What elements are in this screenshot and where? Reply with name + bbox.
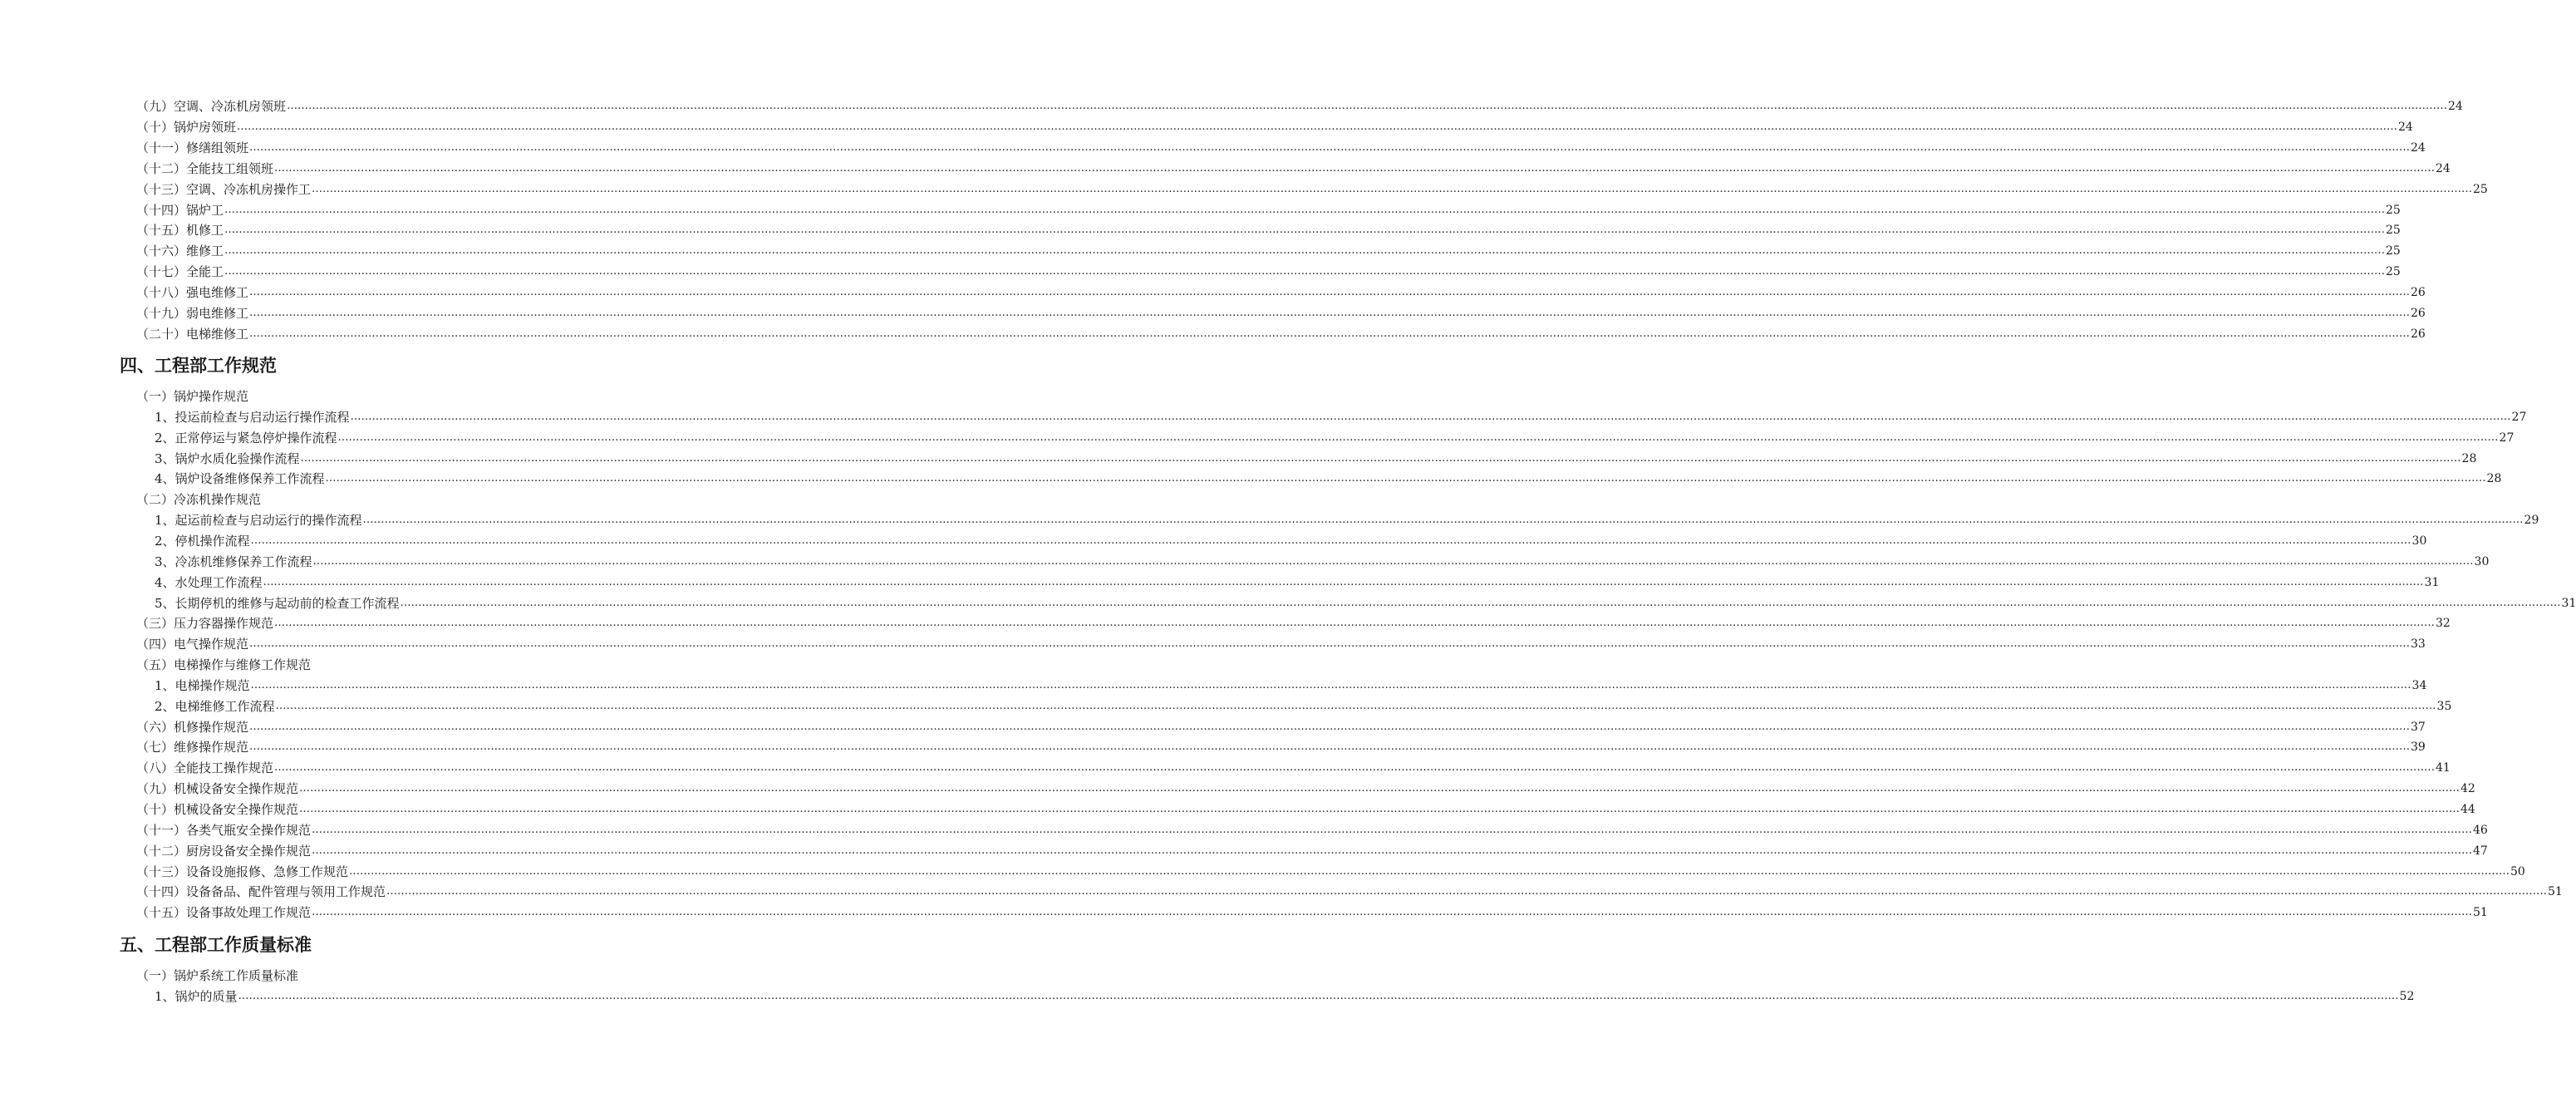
toc-page-number: 52 — [2399, 989, 2415, 1003]
toc-entry-label: 3、锅炉水质化验操作流程 — [155, 450, 300, 466]
toc-entry[interactable] — [136, 655, 311, 675]
dot-leader: …………………………………………………………………………………………………………………………………………………………………………………………………………………………………………………………………………………………………………………………………………………………………………………………………………………………………………………………………………………………………………………………………………………… — [237, 120, 2398, 133]
toc-page-number: 28 — [2486, 472, 2502, 486]
toc-entry[interactable] — [136, 180, 2488, 199]
toc-entry[interactable] — [136, 200, 2401, 220]
toc-entry-label: （十二）厨房设备安全操作规范 — [136, 843, 312, 859]
toc-entry[interactable] — [136, 96, 2463, 116]
dot-leader: …………………………………………………………………………………………………………………………………………………………………………………………………………………………………………………………………………………………………………………………………………………………………………………………………………………………………………………………………………………………………………………………………………………… — [263, 575, 2424, 588]
dot-leader: …………………………………………………………………………………………………………………………………………………………………………………………………………………………………………………………………………………………………………………………………………………………………………………………………………………………………………………………………………………………………………………………………………………… — [312, 906, 2473, 919]
toc-subentry[interactable] — [155, 428, 2515, 448]
toc-entry[interactable] — [136, 758, 2451, 778]
toc-page-number: 25 — [2386, 244, 2401, 258]
toc-entry-label: 2、正常停运与紧急停炉操作流程 — [155, 430, 337, 445]
toc-entry[interactable] — [136, 717, 2426, 737]
toc-entry-label: 1、起运前检查与启动运行的操作流程 — [155, 513, 362, 529]
toc-page-number: 28 — [2461, 451, 2477, 465]
toc-entry[interactable] — [136, 324, 2426, 344]
dot-leader: …………………………………………………………………………………………………………………………………………………………………………………………………………………………………………………………………………………………………………………………………………………………………………………………………………………………………………………………………………………………………………………………………………………… — [312, 554, 2474, 568]
toc-entry-label: （一）锅炉操作规范 — [136, 389, 249, 404]
toc-entry-label: （十五）机修工 — [136, 223, 224, 239]
toc-subentry[interactable] — [155, 510, 2539, 530]
toc-entry-label: （十三）空调、冷冻机房操作工 — [136, 181, 312, 197]
dot-leader: …………………………………………………………………………………………………………………………………………………………………………………………………………………………………………………………………………………………………………………………………………………………………………………………………………………………………………………………………………………………………………………………………………………… — [249, 741, 2411, 754]
toc-page-number: 26 — [2411, 307, 2426, 320]
dot-leader: …………………………………………………………………………………………………………………………………………………………………………………………………………………………………………………………………………………………………………………………………………………………………………………………………………………………………………………………………………………………………………………………………………………… — [224, 244, 2386, 258]
toc-entry[interactable] — [136, 779, 2475, 799]
dot-leader: …………………………………………………………………………………………………………………………………………………………………………………………………………………………………………………………………………………………………………………………………………………………………………………………………………………………………………………………………………………………………………………………………………………… — [349, 864, 2510, 878]
dot-leader: …………………………………………………………………………………………………………………………………………………………………………………………………………………………………………………………………………………………………………………………………………………………………………………………………………………………………………………………………………………………………………………………………………………… — [249, 637, 2411, 651]
dot-leader: …………………………………………………………………………………………………………………………………………………………………………………………………………………………………………………………………………………………………………………………………………………………………………………………………………………………………………………………………………………………………………………………………………………… — [300, 451, 2461, 465]
toc-page-number: 35 — [2436, 699, 2452, 713]
toc-page-number: 24 — [2411, 140, 2426, 155]
dot-leader: …………………………………………………………………………………………………………………………………………………………………………………………………………………………………………………………………………………………………………………………………………………………………………………………………………………………………………………………………………………………………………………………………………………… — [337, 431, 2499, 444]
toc-subentry[interactable] — [155, 469, 2502, 489]
toc-page-number: 27 — [2511, 410, 2527, 424]
toc-entry-label: （一）锅炉系统工作质量标准 — [136, 968, 299, 983]
toc-subentry[interactable] — [155, 987, 2415, 1006]
dot-leader: …………………………………………………………………………………………………………………………………………………………………………………………………………………………………………………………………………………………………………………………………………………………………………………………………………………………………………………………………………………………………………………………………………………… — [299, 782, 2460, 795]
toc-entry[interactable] — [136, 841, 2488, 861]
toc-entry[interactable] — [136, 117, 2413, 137]
toc-entry-label: 3、冷冻机维修保养工作流程 — [155, 554, 312, 569]
toc-page-number: 31 — [2424, 575, 2440, 589]
dot-leader: …………………………………………………………………………………………………………………………………………………………………………………………………………………………………………………………………………………………………………………………………………………………………………………………………………………………………………………………………………………………………………………………………………………… — [224, 203, 2386, 216]
toc-entry-label: （四）电气操作规范 — [136, 637, 249, 652]
toc-page-number: 24 — [2448, 100, 2463, 113]
toc-page-number: 29 — [2524, 514, 2539, 528]
dot-leader: …………………………………………………………………………………………………………………………………………………………………………………………………………………………………………………………………………………………………………………………………………………………………………………………………………………………………………………………………………………………………………………………………………………… — [249, 327, 2411, 340]
toc-page-number: 37 — [2411, 720, 2426, 734]
toc-subentry[interactable] — [155, 593, 2576, 613]
toc-entry[interactable] — [136, 386, 248, 406]
toc-entry-label: （十二）全能技工组领班 — [136, 160, 274, 176]
toc-entry-label: （九）空调、冷冻机房领班 — [136, 99, 287, 114]
toc-page-number: 26 — [2411, 327, 2426, 341]
toc-entry[interactable] — [136, 262, 2401, 282]
dot-leader: …………………………………………………………………………………………………………………………………………………………………………………………………………………………………………………………………………………………………………………………………………………………………………………………………………………………………………………………………………………………………………………………………………………… — [250, 678, 2411, 691]
dot-leader: …………………………………………………………………………………………………………………………………………………………………………………………………………………………………………………………………………………………………………………………………………………………………………………………………………………………………………………………………………………………………………………………………………………… — [274, 761, 2436, 775]
toc-entry[interactable] — [136, 241, 2401, 261]
toc-entry-label: 4、锅炉设备维修保养工作流程 — [155, 471, 325, 487]
dot-leader: …………………………………………………………………………………………………………………………………………………………………………………………………………………………………………………………………………………………………………………………………………………………………………………………………………………………………………………………………………………………………………………………………………………… — [224, 265, 2386, 278]
toc-entry[interactable] — [136, 966, 298, 986]
section-heading-5: 五、工程部工作质量标准 — [120, 935, 312, 955]
toc-entry-label: 4、水处理工作流程 — [155, 574, 263, 590]
toc-subentry[interactable] — [155, 676, 2427, 696]
toc-entry[interactable] — [136, 737, 2426, 757]
toc-entry-label: （二十）电梯维修工 — [136, 326, 249, 342]
toc-entry-label: （十七）全能工 — [136, 264, 224, 280]
dot-leader: …………………………………………………………………………………………………………………………………………………………………………………………………………………………………………………………………………………………………………………………………………………………………………………………………………………………………………………………………………………………………………………………………………………… — [224, 224, 2386, 237]
dot-leader: …………………………………………………………………………………………………………………………………………………………………………………………………………………………………………………………………………………………………………………………………………………………………………………………………………………………………………………………………………………………………………………………………………………… — [312, 844, 2473, 857]
toc-entry[interactable] — [136, 220, 2401, 240]
toc-entry[interactable] — [136, 634, 2426, 654]
toc-entry[interactable] — [136, 613, 2451, 633]
dot-leader: …………………………………………………………………………………………………………………………………………………………………………………………………………………………………………………………………………………………………………………………………………………………………………………………………………………………………………………………………………………………………………………………………………………… — [287, 100, 2448, 112]
toc-entry-label: 1、投运前检查与启动运行操作流程 — [155, 409, 350, 425]
toc-subentry[interactable] — [155, 573, 2440, 593]
toc-entry-label: 2、电梯维修工作流程 — [155, 698, 275, 714]
toc-entry[interactable] — [136, 882, 2563, 902]
toc-page-number: 25 — [2386, 224, 2401, 238]
toc-page-number: 33 — [2411, 637, 2426, 652]
toc-page-number: 30 — [2474, 554, 2490, 568]
toc-entry[interactable] — [136, 862, 2525, 882]
dot-leader: …………………………………………………………………………………………………………………………………………………………………………………………………………………………………………………………………………………………………………………………………………………………………………………………………………………………………………………………………………………………………………………………………………………… — [250, 534, 2411, 547]
toc-page-number: 25 — [2386, 203, 2401, 217]
toc-page-number: 34 — [2411, 678, 2427, 692]
toc-page-number: 31 — [2561, 596, 2576, 610]
toc-page-number: 42 — [2460, 782, 2475, 796]
toc-entry-label: 1、锅炉的质量 — [155, 988, 238, 1004]
toc-entry-label: 5、长期停机的维修与起动前的检查工作流程 — [155, 595, 400, 611]
dot-leader: …………………………………………………………………………………………………………………………………………………………………………………………………………………………………………………………………………………………………………………………………………………………………………………………………………………………………………………………………………………………………………………………………………………… — [400, 596, 2561, 609]
dot-leader: …………………………………………………………………………………………………………………………………………………………………………………………………………………………………………………………………………………………………………………………………………………………………………………………………………………………………………………………………………………………………………………………………………………… — [362, 514, 2524, 527]
toc-page-number: 25 — [2473, 182, 2488, 196]
toc-entry-label: （三）压力容器操作规范 — [136, 616, 274, 632]
toc-entry[interactable] — [136, 283, 2426, 303]
dot-leader: …………………………………………………………………………………………………………………………………………………………………………………………………………………………………………………………………………………………………………………………………………………………………………………………………………………………………………………………………………………………………………………………………………………… — [312, 182, 2473, 195]
toc-entry-label: （八）全能技工操作规范 — [136, 760, 274, 776]
toc-entry[interactable] — [136, 800, 2475, 819]
toc-entry[interactable] — [136, 303, 2426, 323]
toc-page-number: 39 — [2411, 741, 2426, 755]
toc-entry-label: （十五）设备事故处理工作规范 — [136, 905, 312, 921]
toc-page-number: 50 — [2510, 864, 2525, 878]
toc-entry-label: （十四）锅炉工 — [136, 202, 224, 218]
toc-entry[interactable] — [136, 159, 2451, 179]
toc-entry-label: （十一）各类气瓶安全操作规范 — [136, 822, 312, 838]
dot-leader: …………………………………………………………………………………………………………………………………………………………………………………………………………………………………………………………………………………………………………………………………………………………………………………………………………………………………………………………………………………………………………………………………………………… — [238, 989, 2399, 1002]
toc-page-number: 47 — [2473, 844, 2488, 858]
toc-subentry[interactable] — [155, 696, 2452, 716]
toc-entry-label: （七）维修操作规范 — [136, 740, 249, 755]
toc-page-number: 27 — [2499, 431, 2515, 445]
toc-page-number: 51 — [2473, 906, 2488, 920]
dot-leader: …………………………………………………………………………………………………………………………………………………………………………………………………………………………………………………………………………………………………………………………………………………………………………………………………………………………………………………………………………………………………………………………………………………… — [325, 472, 2486, 485]
toc-page-number: 30 — [2411, 534, 2427, 548]
toc-subentry[interactable] — [155, 552, 2490, 572]
toc-entry[interactable] — [136, 820, 2488, 840]
toc-entry-label: （五）电梯操作与维修工作规范 — [136, 657, 312, 673]
section-heading-4: 四、工程部工作规范 — [120, 356, 277, 376]
dot-leader: …………………………………………………………………………………………………………………………………………………………………………………………………………………………………………………………………………………………………………………………………………………………………………………………………………………………………………………………………………………………………………………………………………………… — [274, 617, 2436, 630]
dot-leader: …………………………………………………………………………………………………………………………………………………………………………………………………………………………………………………………………………………………………………………………………………………………………………………………………………………………………………………………………………………………………………………………………………………… — [249, 286, 2411, 299]
dot-leader: …………………………………………………………………………………………………………………………………………………………………………………………………………………………………………………………………………………………………………………………………………………………………………………………………………………………………………………………………………………………………………………………………………………… — [249, 720, 2411, 733]
dot-leader: …………………………………………………………………………………………………………………………………………………………………………………………………………………………………………………………………………………………………………………………………………………………………………………………………………………………………………………………………………………………………………………………………………………… — [275, 699, 2436, 712]
toc-subentry[interactable] — [155, 407, 2527, 427]
dot-leader: …………………………………………………………………………………………………………………………………………………………………………………………………………………………………………………………………………………………………………………………………………………………………………………………………………………………………………………………………………………………………………………………………………………… — [249, 307, 2411, 319]
toc-entry-label: （十）锅炉房领班 — [136, 119, 237, 135]
toc-entry-label: 1、电梯操作规范 — [155, 677, 250, 693]
toc-entry-label: （十三）设备设施报修、急修工作规范 — [136, 864, 349, 879]
toc-entry[interactable] — [136, 138, 2426, 158]
toc-page-number: 26 — [2411, 286, 2426, 300]
toc-entry-label: （九）机械设备安全操作规范 — [136, 781, 299, 797]
toc-entry[interactable] — [136, 903, 2488, 923]
dot-leader: …………………………………………………………………………………………………………………………………………………………………………………………………………………………………………………………………………………………………………………………………………………………………………………………………………………………………………………………………………………………………………………………………………………… — [274, 161, 2436, 175]
toc-entry-label: （二）冷冻机操作规范 — [136, 492, 262, 508]
dot-leader: …………………………………………………………………………………………………………………………………………………………………………………………………………………………………………………………………………………………………………………………………………………………………………………………………………………………………………………………………………………………………………………………………………………… — [386, 885, 2548, 898]
toc-entry-label: （十九）弱电维修工 — [136, 306, 249, 321]
toc-page-number: 32 — [2436, 617, 2451, 631]
toc-entry-label: （六）机修操作规范 — [136, 719, 249, 735]
toc-page-number: 25 — [2386, 265, 2401, 279]
dot-leader: …………………………………………………………………………………………………………………………………………………………………………………………………………………………………………………………………………………………………………………………………………………………………………………………………………………………………………………………………………………………………………………………………………………… — [350, 410, 2511, 423]
toc-entry[interactable] — [136, 490, 261, 509]
toc-entry-label: 2、停机操作流程 — [155, 533, 250, 549]
toc-entry-label: （十八）强电维修工 — [136, 285, 249, 301]
toc-subentry[interactable] — [155, 449, 2477, 469]
dot-leader: …………………………………………………………………………………………………………………………………………………………………………………………………………………………………………………………………………………………………………………………………………………………………………………………………………………………………………………………………………………………………………………………………………………… — [299, 803, 2460, 815]
toc-entry-label: （十）机械设备安全操作规范 — [136, 802, 299, 817]
toc-page-number: 24 — [2398, 120, 2413, 134]
toc-page-number: 41 — [2436, 761, 2451, 775]
toc-entry-label: （十四）设备备品、配件管理与领用工作规范 — [136, 884, 386, 900]
toc-subentry[interactable] — [155, 531, 2427, 551]
toc-page-number: 51 — [2548, 885, 2563, 899]
toc-entry-label: （十一）修缮组领班 — [136, 140, 249, 155]
toc-page-number: 24 — [2436, 161, 2451, 175]
dot-leader: …………………………………………………………………………………………………………………………………………………………………………………………………………………………………………………………………………………………………………………………………………………………………………………………………………………………………………………………………………………………………………………………………………………… — [249, 140, 2411, 154]
toc-page-number: 46 — [2473, 823, 2488, 837]
toc-entry-label: （十六）维修工 — [136, 244, 224, 259]
toc-page-number: 44 — [2460, 803, 2475, 816]
dot-leader: …………………………………………………………………………………………………………………………………………………………………………………………………………………………………………………………………………………………………………………………………………………………………………………………………………………………………………………………………………………………………………………………………………………… — [312, 823, 2473, 836]
